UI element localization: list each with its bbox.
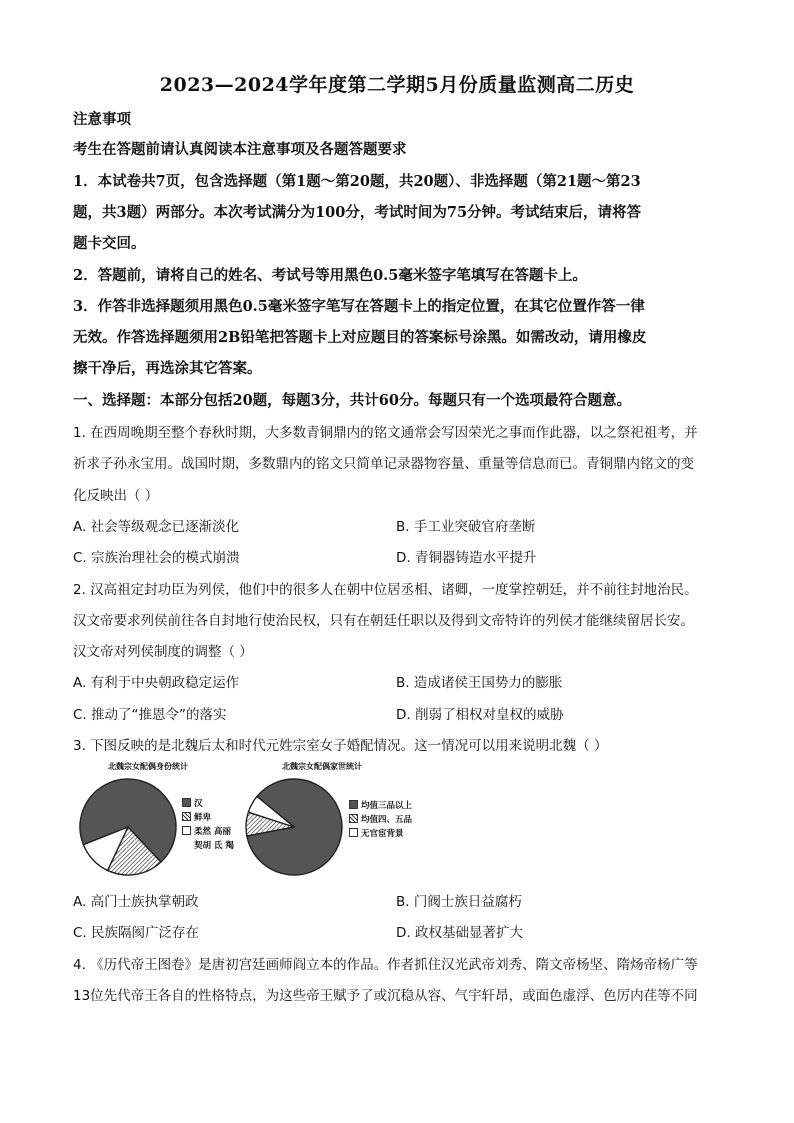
- chart2-swatch-hatch: [349, 814, 358, 823]
- q3-option-d[interactable]: D. 政权基础显著扩大: [396, 925, 523, 941]
- q2-option-b[interactable]: B. 造成诸侯王国势力的膨胀: [396, 675, 563, 691]
- chart2-legend: [349, 799, 412, 841]
- chart2-pie: [242, 775, 346, 879]
- q1-stem-line-2: 祈求子孙永宝用。战国时期，多数鼎内的铭文只简单记录器物容量、重量等信息而已。青铜鼎内铭文的变: [73, 456, 694, 472]
- chart1-legend-others: [182, 825, 234, 839]
- notice-item-3-line-2: 无效。作答选择题须用2B铅笔把答题卡上对应题目的答案标号涂黑。如需改动，请用橡皮: [73, 329, 647, 346]
- chart2-legend-label-0: 均值三品以上: [361, 801, 413, 811]
- q3-option-a[interactable]: A. 高门士族执掌朝政: [73, 894, 199, 910]
- section-heading: 一、选择题：本部分包括20题，每题3分，共计60分。每题只有一个选项最符合题意。: [73, 392, 631, 409]
- chart1-legend-han: [182, 797, 234, 811]
- q1-option-c[interactable]: C. 宗族治理社会的模式崩溃: [73, 550, 240, 566]
- notice-item-1-line-3: 题卡交回。: [73, 235, 146, 252]
- chart1-title: 北魏宗女配偶身份统计: [108, 762, 188, 771]
- q3-option-c[interactable]: C. 民族隔阂广泛存在: [73, 925, 200, 941]
- chart2-legend-item-2: [349, 827, 412, 841]
- q3-option-b[interactable]: B. 门阀士族日益腐朽: [396, 894, 522, 910]
- chart1-legend-label-2b: 契胡 氐 羯: [194, 841, 234, 851]
- notice-item-1-line-1: 1．本试卷共7页，包含选择题（第1题～第20题，共20题）、非选择题（第21题～第23: [73, 173, 641, 190]
- chart1-swatch-dark: [182, 798, 191, 807]
- chart1-legend-label-1: 鲜卑: [194, 813, 212, 823]
- q1-option-d[interactable]: D. 青铜器铸造水平提升: [396, 550, 537, 566]
- q4-stem-line-2: 13位先代帝王各自的性格特点，为这些帝王赋予了或沉稳从容、气宇轩昂，或面色虚浮、色厉内荏等不同: [73, 988, 698, 1004]
- chart1-legend-others-2: [182, 839, 234, 853]
- chart2-legend-label-2: 无官宦背景: [361, 829, 404, 839]
- chart1-legend: [182, 797, 234, 853]
- chart1-pie: [76, 775, 180, 879]
- chart2-legend-label-1: 均值四、五品: [361, 815, 413, 825]
- chart2-swatch-white: [349, 828, 358, 837]
- chart2-title: 北魏宗女配偶家世统计: [282, 762, 362, 771]
- chart1-swatch-hatch: [182, 812, 191, 821]
- chart2-legend-item-0: [349, 799, 412, 813]
- q2-stem-line-2: 汉文帝要求列侯前往各自封地行使治民权，只有在朝廷任职以及得到文帝特许的列侯才能继续留居长安。: [73, 613, 694, 629]
- notice-intro: 考生在答题前请认真阅读本注意事项及各题答题要求: [73, 141, 407, 158]
- q1-stem-line-1: 1. 在西周晚期至整个春秋时期，大多数青铜鼎内的铭文通常会写因荣光之事而作此器，以之祭祀祖考，并: [73, 425, 698, 441]
- chart2-legend-item-1: [349, 813, 412, 827]
- notice-item-3-line-1: 3．作答非选择题须用黑色0.5毫米签字笔写在答题卡上的指定位置，在其它位置作答一律: [73, 298, 645, 315]
- q1-stem-line-3: 化反映出（ ）: [73, 488, 159, 504]
- notice-item-1-line-2: 题，共3题）两部分。本次考试满分为100分，考试时间为75分钟。考试结束后，请将答: [73, 204, 642, 221]
- q2-stem-line-1: 2. 汉高祖定封功臣为列侯，他们中的很多人在朝中位居丞相、诸卿，一度掌控朝廷，并不前往封地治民。: [73, 582, 698, 598]
- chart1-legend-label-0: 汉: [194, 799, 203, 809]
- notice-heading: 注意事项: [73, 111, 131, 128]
- chart1-legend-xianbei: [182, 811, 234, 825]
- chart1-legend-label-2a: 柔然 高丽: [194, 827, 231, 837]
- q3-stem: 3. 下图反映的是北魏后太和时代元姓宗室女子婚配情况。这一情况可以用来说明北魏（ ）: [73, 738, 608, 754]
- notice-item-2: 2．答题前，请将自己的姓名、考试号等用黑色0.5毫米签字笔填写在答题卡上。: [73, 267, 587, 284]
- page-title: 2023—2024学年度第二学期5月份质量监测高二历史: [159, 74, 635, 96]
- q2-stem-line-3: 汉文帝对列侯制度的调整（ ）: [73, 644, 253, 660]
- q2-option-d[interactable]: D. 削弱了相权对皇权的威胁: [396, 707, 564, 723]
- chart2-swatch-dark: [349, 800, 358, 809]
- q2-option-c[interactable]: C. 推动了“推恩令”的落实: [73, 707, 227, 723]
- chart1-swatch-white: [182, 826, 191, 835]
- q2-option-a[interactable]: A. 有利于中央朝政稳定运作: [73, 675, 240, 691]
- q1-option-b[interactable]: B. 手工业突破官府垄断: [396, 519, 536, 535]
- notice-item-3-line-3: 擦干净后，再选涂其它答案。: [73, 360, 262, 377]
- q4-stem-line-1: 4. 《历代帝王图卷》是唐初宫廷画师阎立本的作品。作者抓住汉光武帝刘秀、隋文帝杨坚、隋炀帝杨广等: [73, 957, 698, 973]
- q1-option-a[interactable]: A. 社会等级观念已逐渐淡化: [73, 519, 240, 535]
